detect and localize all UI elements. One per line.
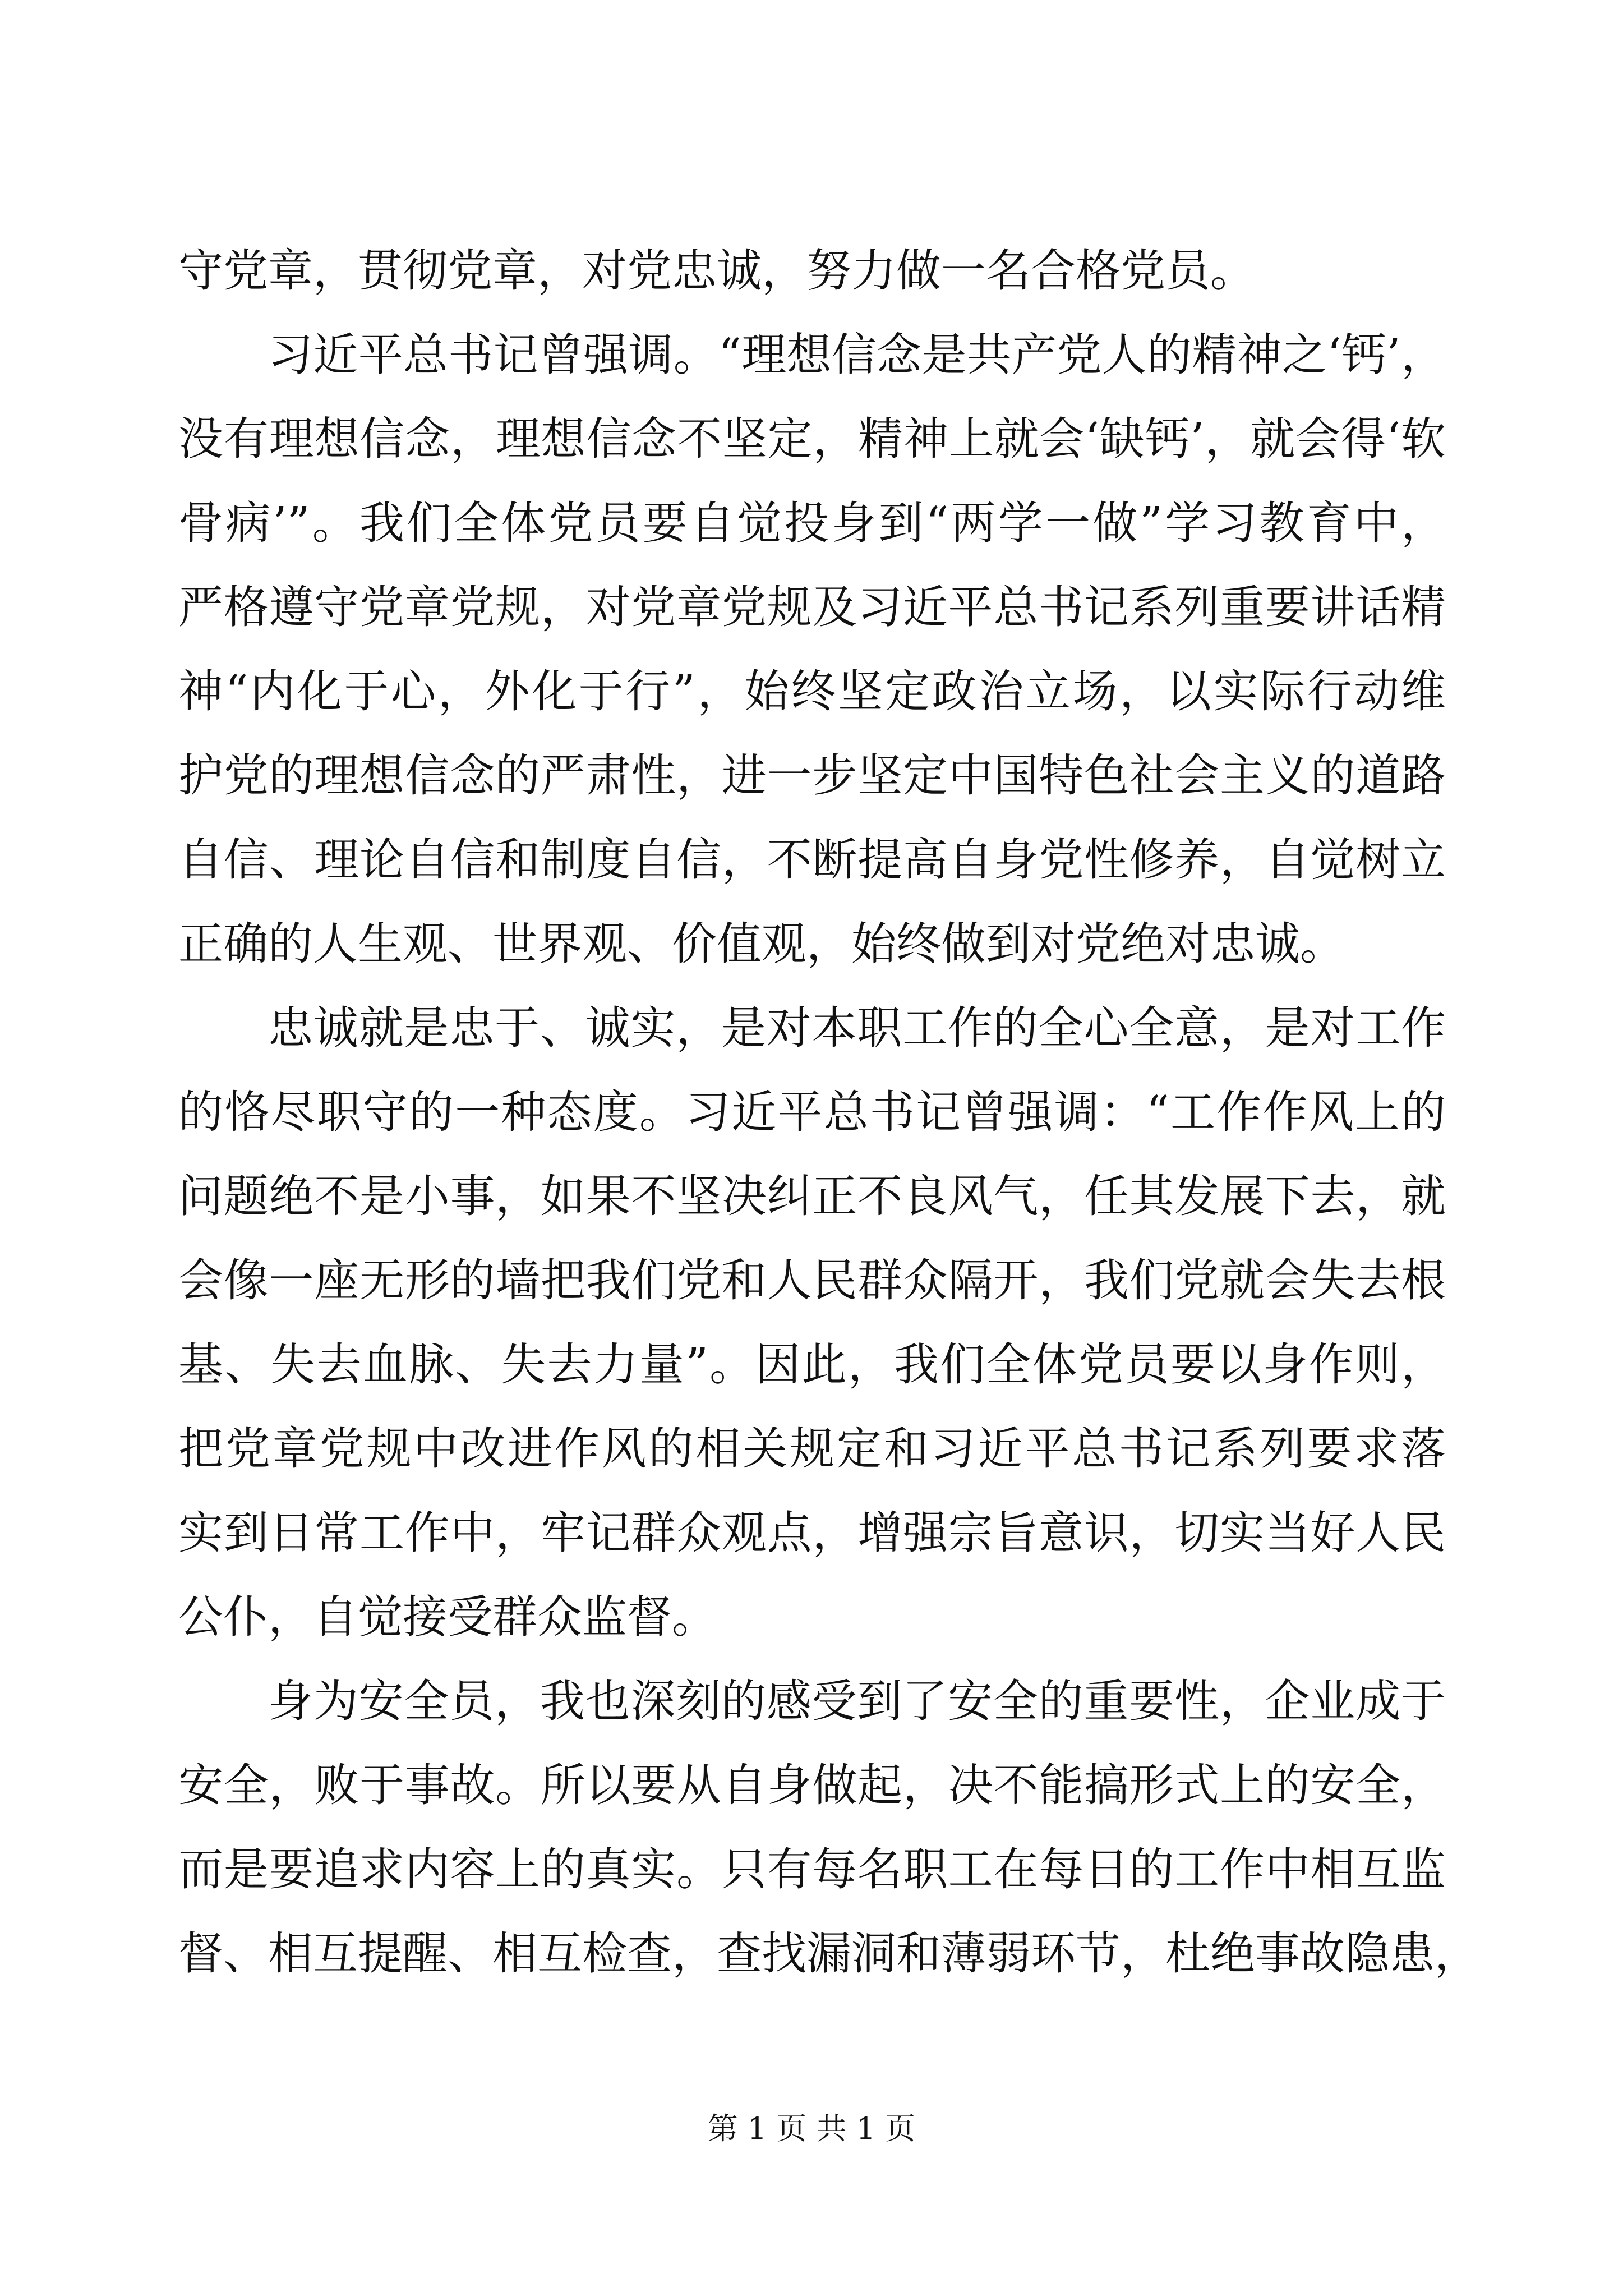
- text-line: 而是要追求内容上的真实。只有每名职工在每日的工作中相互监: [178, 1843, 1446, 1895]
- text-line: 自信、理论自信和制度自信，不断提高自身党性修养，自觉树立: [178, 834, 1446, 886]
- text-line: 督、相互提醒、相互检查，查找漏洞和薄弱环节，杜绝事故隐患，: [178, 1927, 1479, 1980]
- text-line: 安全，败于事故。所以要从自身做起，决不能搞形式上的安全，: [178, 1759, 1446, 1811]
- text-line: 基、失去血脉、失去力量”。因此，我们全体党员要以身作则，: [178, 1338, 1446, 1391]
- text-line: 习近平总书记曾强调。“理想信念是共产党人的精神之‘钙’，: [268, 329, 1446, 381]
- text-line: 问题绝不是小事，如果不坚决纠正不良风气，任其发展下去，就: [178, 1170, 1446, 1222]
- text-line: 忠诚就是忠于、诚实，是对本职工作的全心全意，是对工作: [268, 1002, 1446, 1054]
- text-line: 公仆，自觉接受群众监督。: [178, 1591, 717, 1643]
- text-line: 实到日常工作中，牢记群众观点，增强宗旨意识，切实当好人民: [178, 1507, 1446, 1559]
- text-line: 守党章，贯彻党章，对党忠诚，努力做一名合格党员。: [178, 245, 1255, 297]
- body-text: [178, 241, 1479, 2008]
- text-line: 把党章党规中改进作风的相关规定和习近平总书记系列要求落: [178, 1423, 1446, 1475]
- text-line: 神“内化于心，外化于行”，始终坚定政治立场，以实际行动维: [178, 665, 1446, 717]
- text-line: 骨病’”。我们全体党员要自觉投身到“两学一做”学习教育中，: [178, 497, 1446, 549]
- page-number: 第 1 页 共 1 页: [707, 2111, 916, 2146]
- text-line: 正确的人生观、世界观、价值观，始终做到对党绝对忠诚。: [178, 918, 1345, 970]
- text-line: 严格遵守党章党规，对党章党规及习近平总书记系列重要讲话精: [178, 581, 1446, 633]
- text-line: 护党的理想信念的严肃性，进一步坚定中国特色社会主义的道路: [178, 749, 1446, 802]
- text-line: 身为安全员，我也深刻的感受到了安全的重要性，企业成于: [268, 1675, 1446, 1727]
- text-line: 的恪尽职守的一种态度。习近平总书记曾强调：“工作作风上的: [178, 1086, 1446, 1138]
- text-line: 没有理想信念，理想信念不坚定，精神上就会‘缺钙’，就会得‘软: [178, 413, 1446, 465]
- text-line: 会像一座无形的墙把我们党和人民群众隔开，我们党就会失去根: [178, 1254, 1446, 1306]
